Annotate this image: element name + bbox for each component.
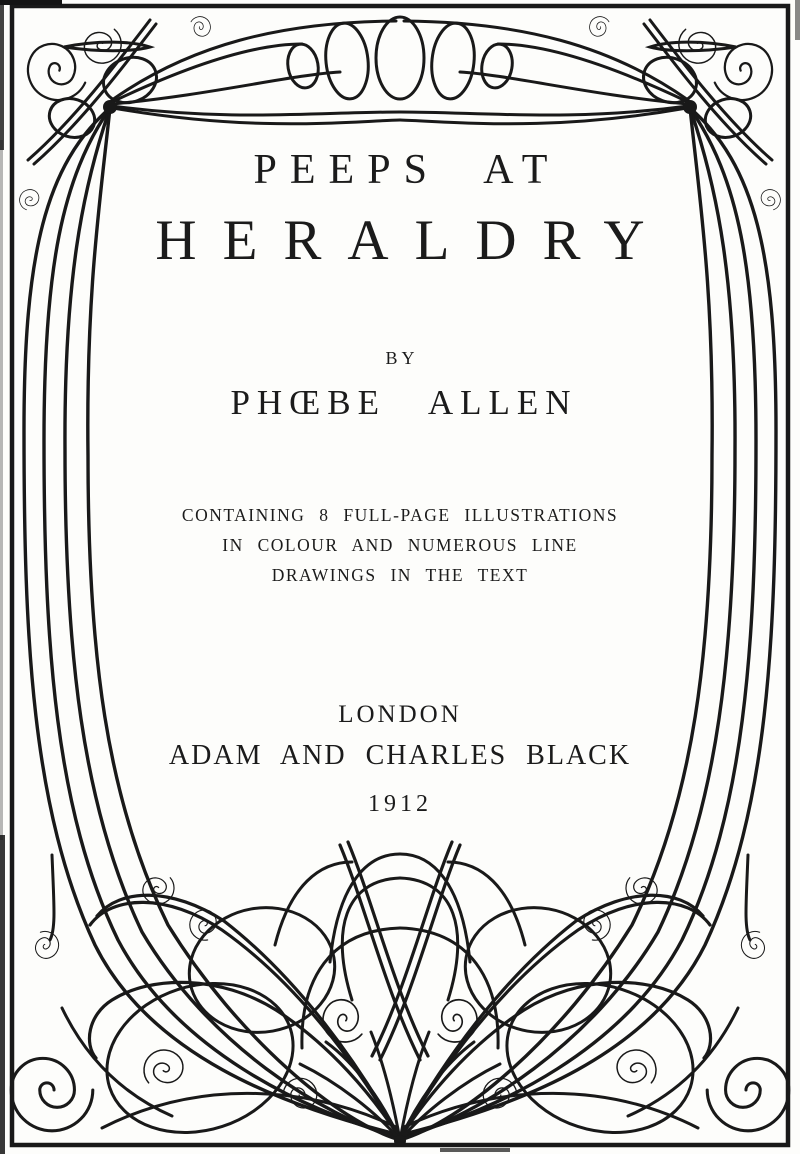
bottom-center-knot — [394, 1135, 406, 1147]
contents-note-line-1: CONTAINING 8 FULL-PAGE ILLUSTRATIONS — [181, 505, 619, 525]
author-name: PHŒBE ALLEN — [230, 383, 578, 422]
contents-note-line-2: IN COLOUR AND NUMEROUS LINE — [222, 535, 578, 555]
contents-note-line-3: DRAWINGS IN THE TEXT — [271, 565, 529, 585]
imprint-city: LONDON — [338, 701, 462, 728]
imprint-publisher: ADAM AND CHARLES BLACK — [168, 740, 632, 771]
top-loop-chain-ornament — [284, 17, 515, 101]
byline-label: BY — [385, 348, 419, 368]
imprint-year: 1912 — [368, 791, 432, 817]
contents-note — [0, 500, 800, 590]
bottom-scroll-tangle-ornament — [11, 842, 789, 1154]
title-line-2: HERALDRY — [155, 209, 671, 272]
title-line-1: PEEPS AT — [253, 147, 561, 193]
